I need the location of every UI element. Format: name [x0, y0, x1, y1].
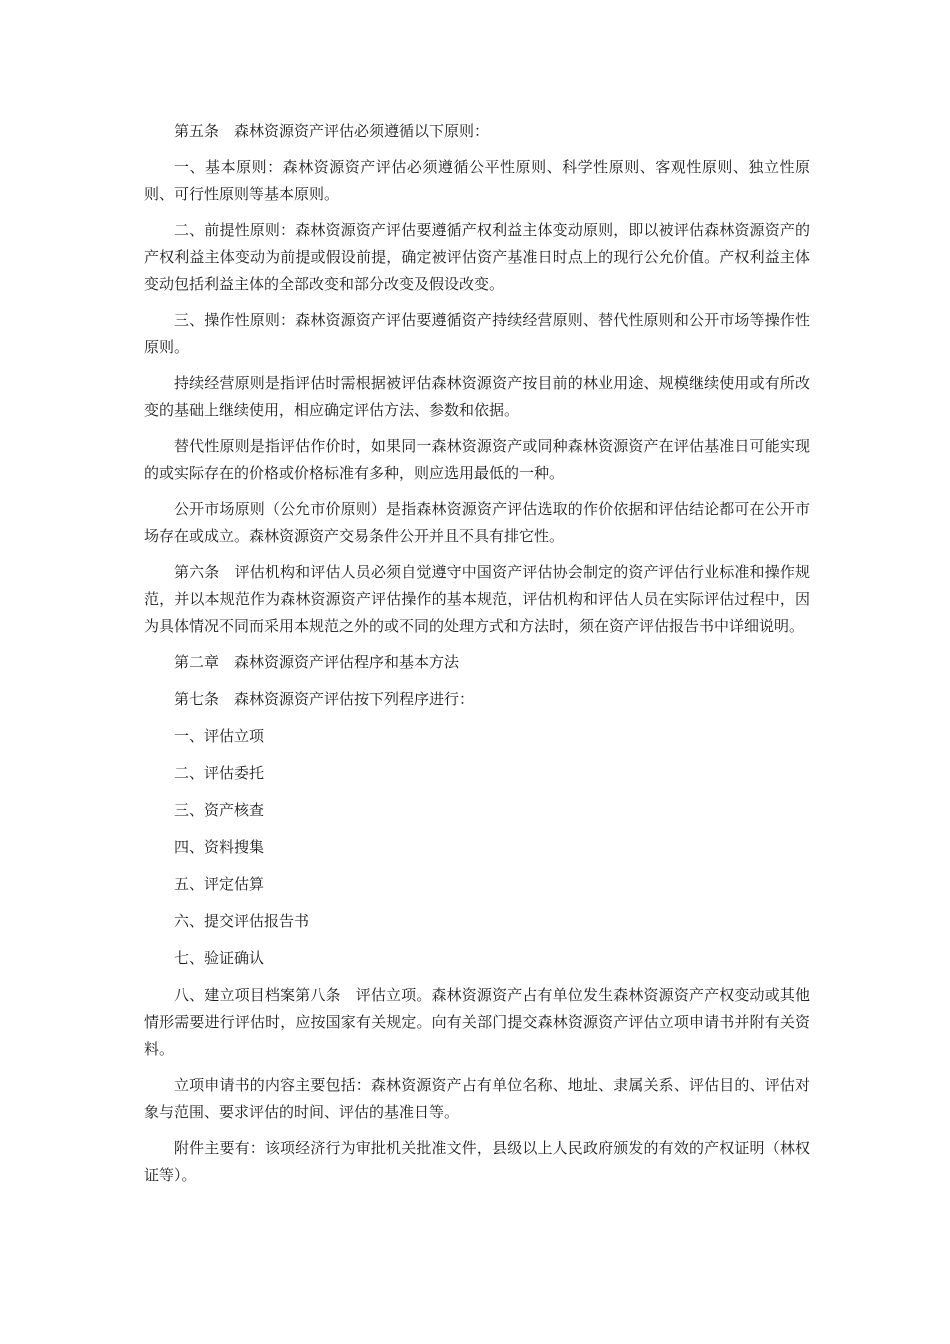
- basic-principle-paragraph: 一、基本原则：森林资源资产评估必须遵循公平性原则、科学性原则、客观性原则、独立性原则、可行性原则等基本原则。: [144, 158, 810, 203]
- procedure-item: 一、评估立项: [174, 727, 265, 745]
- premise-principle-paragraph: 二、前提性原则：森林资源资产评估要遵循产权利益主体变动原则，即以被评估森林资源资产的产权利益主体变动为前提或假设前提，确定被评估资产基准日时点上的现行公允价值。产权利益主体变动包括利益主体的全部改变和部分改变及假设改变。: [144, 221, 810, 293]
- application-content-paragraph: 立项申请书的内容主要包括：森林资源资产占有单位名称、地址、隶属关系、评估目的、评估对象与范围、要求评估的时间、评估的基准日等。: [144, 1076, 810, 1121]
- procedure-item: 六、提交评估报告书: [174, 912, 310, 930]
- open-market-paragraph: 公开市场原则（公允市价原则）是指森林资源资产评估选取的作价依据和评估结论都可在公开市场存在或成立。森林资源资产交易条件公开并且不具有排它性。: [144, 500, 810, 545]
- procedure-item: 五、评定估算: [174, 875, 265, 893]
- procedure-item: 四、资料搜集: [174, 838, 265, 856]
- attachments-paragraph: 附件主要有：该项经济行为审批机关批准文件，县级以上人民政府颁发的有效的产权证明（林权证等）。: [144, 1139, 810, 1184]
- article-8-paragraph: 八、建立项目档案第八条 评估立项。森林资源资产占有单位发生森林资源资产产权变动或其他情形需要进行评估时，应按国家有关规定。向有关部门提交森林资源资产评估立项申请书并附有关资料。: [144, 986, 810, 1058]
- procedure-item: 三、资产核查: [174, 801, 265, 819]
- substitution-paragraph: 替代性原则是指评估作价时，如果同一森林资源资产或同种森林资源资产在评估基准日可能实现的或实际存在的价格或价格标准有多种，则应选用最低的一种。: [144, 437, 810, 482]
- article-7-heading: 第七条 森林资源资产评估按下列程序进行：: [174, 690, 475, 708]
- chapter-2-heading: 第二章 森林资源资产评估程序和基本方法: [174, 653, 460, 671]
- operational-principle-paragraph: 三、操作性原则：森林资源资产评估要遵循资产持续经营原则、替代性原则和公开市场等操作性原则。: [144, 311, 810, 356]
- going-concern-paragraph: 持续经营原则是指评估时需根据被评估森林资源资产按目前的林业用途、规模继续使用或有所改变的基础上继续使用，相应确定评估方法、参数和依据。: [144, 374, 810, 419]
- procedure-item: 七、验证确认: [174, 949, 265, 967]
- article-6-paragraph: 第六条 评估机构和评估人员必须自觉遵守中国资产评估协会制定的资产评估行业标准和操作规范，并以本规范作为森林资源资产评估操作的基本规范，评估机构和评估人员在实际评估过程中，因为具体情况不同而采用本规范之外的或不同的处理方式和方法时，须在资产评估报告书中详细说明。: [144, 563, 810, 635]
- procedure-item: 二、评估委托: [174, 764, 265, 782]
- article-5-heading: 第五条 森林资源资产评估必须遵循以下原则：: [174, 122, 490, 140]
- document-page: [144, 118, 810, 1198]
